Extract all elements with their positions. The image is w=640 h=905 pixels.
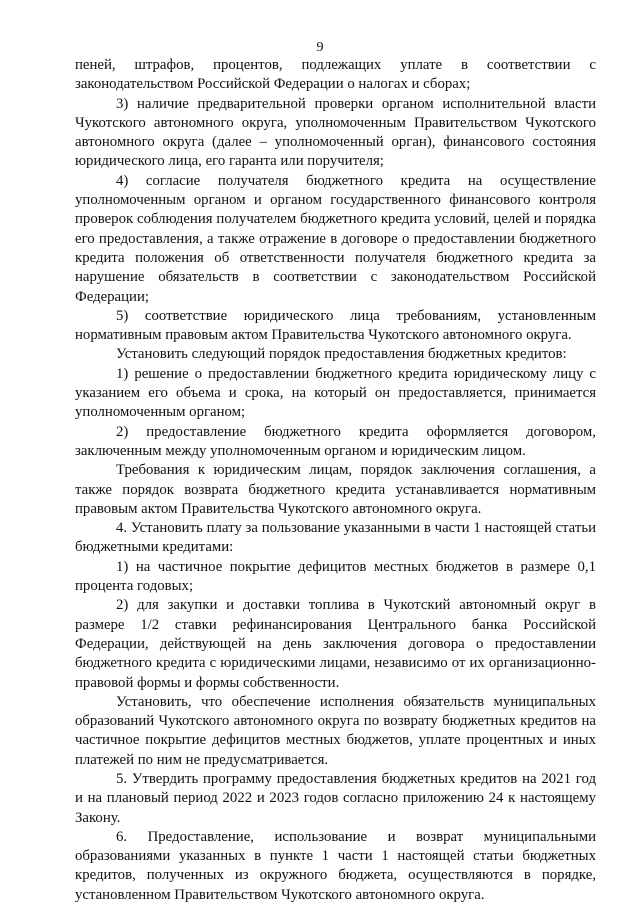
paragraph-condition-4: 4) согласие получателя бюджетного кредита на осуществление уполномоченным органом и органом государственного финансового контроля проверок соблюдения получателем бюджетного кредита условий, целей и порядка его предоставления, а также отражение в договоре о предоставлении бюджетного кредита положения об ответственности получателя бюджетного кредита за нарушение обязательств в соответствии с законодательством Российской Федерации; [75, 172, 596, 305]
page-number: 9 [316, 40, 324, 55]
paragraph-condition-5: 5) соответствие юридического лица требованиям, установленным нормативным правовым актом Правительства Чукотского автономного округа. [75, 307, 596, 344]
body-text [75, 56, 596, 905]
paragraph-security: Установить, что обеспечение исполнения обязательств муниципальных образований Чукотского автономного округа по возврату бюджетных кредитов на частичное покрытие дефицитов местных бюджетов, уплате процентных и иных платежей по ним не предусматривается. [75, 693, 596, 768]
paragraph-requirements: Требования к юридическим лицам, порядок заключения соглашения, а также порядок возврата бюджетного кредита устанавливается нормативным правовым актом Правительства Чукотского автономного округа. [75, 462, 596, 517]
paragraph-section-5: 5. Утвердить программу предоставления бюджетных кредитов на 2021 год и на плановый период 2022 и 2023 годов согласно приложению 24 к настоящему Закону. [75, 770, 596, 826]
paragraph-penalties-continuation: пеней, штрафов, процентов, подлежащих уплате в соответствии с законодательством Российской Федерации о налогах и сборах; [75, 57, 596, 93]
paragraph-section-4: 4. Установить плату за пользование указанными в части 1 настоящей статьи бюджетными кредитами: [75, 520, 596, 556]
paragraph-condition-3: 3) наличие предварительной проверки органом исполнительной власти Чукотского автономного округа, уполномоченным Правительством Чукотского автономного округа (далее – уполномоченный орган), финансового состояния юридического лица, его гаранта или поручителя; [75, 95, 596, 170]
paragraph-procedure-1: 1) решение о предоставлении бюджетного кредита юридическому лицу с указанием его объема и срока, на который он предоставляется, принимается уполномоченным органом; [75, 365, 596, 421]
paragraph-section-6: 6. Предоставление, использование и возврат муниципальными образованиями указанных в пункте 1 части 1 настоящей статьи бюджетных кредитов, полученных из окружного бюджета, осуществляются в порядке, установленном Правительством Чукотского автономного округа. [75, 828, 596, 903]
paragraph-procedure-2: 2) предоставление бюджетного кредита оформляется договором, заключенным между уполномоченным органом и юридическим лицом. [75, 423, 596, 459]
paragraph-fee-1: 1) на частичное покрытие дефицитов местных бюджетов в размере 0,1 процента годовых; [75, 558, 596, 595]
paragraph-fee-2: 2) для закупки и доставки топлива в Чукотский автономный округ в размере 1/2 ставки рефинансирования Центрального банка Российской Федерации, действующей на день заключения договора о предоставлении бюджетного кредита с юридическими лицами, независимо от их организационно-правовой формы и формы собственности. [75, 597, 596, 691]
paragraph-procedure-intro: Установить следующий порядок предоставления бюджетных кредитов: [116, 346, 567, 363]
